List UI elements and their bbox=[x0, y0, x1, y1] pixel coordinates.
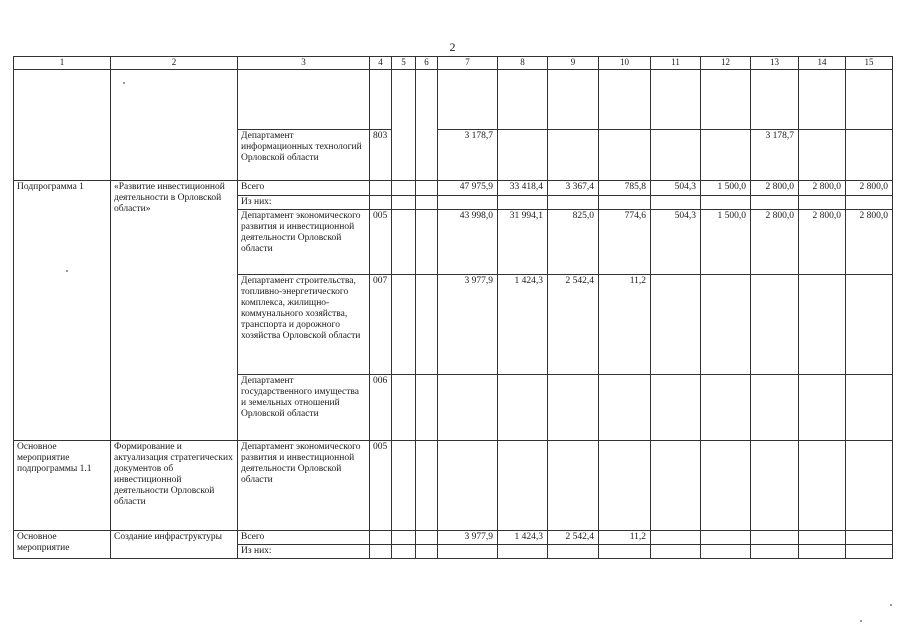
scan-speck bbox=[860, 620, 862, 622]
page-number: 2 bbox=[449, 40, 456, 54]
value-cell bbox=[599, 130, 651, 181]
program-title-cell: Формирование и актуализация стратегических документов об инвестиционной деятельности Орловской области bbox=[111, 441, 238, 531]
table-cell bbox=[392, 70, 416, 181]
value-cell bbox=[548, 441, 599, 531]
department-cell: Департамент строительства, топливно-энергетического комплекса, жилищно-коммунального хозяйства, транспорта и дорожного хозяйства Орловской области bbox=[238, 275, 370, 375]
table-cell bbox=[392, 275, 416, 375]
header-row bbox=[14, 57, 893, 70]
table-cell bbox=[416, 210, 438, 275]
value-cell bbox=[846, 130, 893, 181]
table-cell bbox=[846, 70, 893, 130]
value-cell bbox=[498, 196, 548, 210]
code-cell bbox=[370, 196, 392, 210]
value-cell: 2 542,4 bbox=[548, 275, 599, 375]
value-cell bbox=[846, 545, 893, 559]
table-cell bbox=[238, 70, 370, 130]
table-cell bbox=[416, 531, 438, 545]
value-cell bbox=[651, 441, 701, 531]
col-header: 8 bbox=[498, 57, 548, 70]
value-cell bbox=[751, 441, 799, 531]
table-cell bbox=[392, 375, 416, 441]
table-cell bbox=[416, 441, 438, 531]
value-cell: 3 977,9 bbox=[438, 275, 498, 375]
program-name-cell: Подпрограмма 1 bbox=[14, 181, 111, 441]
value-cell: 785,8 bbox=[599, 181, 651, 196]
value-cell bbox=[438, 375, 498, 441]
table-cell bbox=[392, 545, 416, 559]
value-cell bbox=[751, 531, 799, 545]
value-cell bbox=[651, 130, 701, 181]
value-cell bbox=[846, 196, 893, 210]
program-title-cell: Создание инфраструктуры bbox=[111, 531, 238, 559]
value-cell: 504,3 bbox=[651, 181, 701, 196]
table-cell bbox=[701, 70, 751, 130]
value-cell bbox=[498, 545, 548, 559]
value-cell: 2 800,0 bbox=[751, 210, 799, 275]
department-cell: Департамент экономического развития и инвестиционной деятельности Орловской области bbox=[238, 441, 370, 531]
department-cell: Департамент экономического развития и инвестиционной деятельности Орловской области bbox=[238, 210, 370, 275]
value-cell bbox=[701, 275, 751, 375]
value-cell: 825,0 bbox=[548, 210, 599, 275]
value-cell bbox=[599, 545, 651, 559]
col-header: 10 bbox=[599, 57, 651, 70]
table-cell bbox=[416, 545, 438, 559]
table-row bbox=[14, 531, 893, 545]
code-cell: 005 bbox=[370, 441, 392, 531]
value-cell bbox=[751, 196, 799, 210]
program-name-cell: Основное мероприятие подпрограммы 1.1 bbox=[14, 441, 111, 531]
value-cell bbox=[799, 130, 846, 181]
value-cell bbox=[438, 196, 498, 210]
value-cell bbox=[701, 441, 751, 531]
department-cell: Департамент государственного имущества и земельных отношений Орловской области bbox=[238, 375, 370, 441]
department-cell: Из них: bbox=[238, 545, 370, 559]
col-header: 3 bbox=[238, 57, 370, 70]
code-cell: 803 bbox=[370, 130, 392, 181]
table-row bbox=[14, 70, 893, 130]
code-cell: 006 bbox=[370, 375, 392, 441]
value-cell bbox=[701, 375, 751, 441]
value-cell: 3 178,7 bbox=[751, 130, 799, 181]
table-cell bbox=[651, 70, 701, 130]
value-cell bbox=[751, 545, 799, 559]
value-cell bbox=[548, 196, 599, 210]
value-cell: 2 800,0 bbox=[751, 181, 799, 196]
value-cell bbox=[701, 531, 751, 545]
value-cell: 1 500,0 bbox=[701, 181, 751, 196]
value-cell: 33 418,4 bbox=[498, 181, 548, 196]
value-cell bbox=[651, 531, 701, 545]
value-cell bbox=[846, 531, 893, 545]
value-cell: 1 500,0 bbox=[701, 210, 751, 275]
code-cell bbox=[370, 531, 392, 545]
scan-speck bbox=[890, 604, 892, 606]
value-cell: 2 800,0 bbox=[846, 181, 893, 196]
value-cell bbox=[799, 545, 846, 559]
value-cell: 1 424,3 bbox=[498, 275, 548, 375]
value-cell bbox=[799, 196, 846, 210]
table-cell bbox=[111, 70, 238, 181]
value-cell bbox=[651, 375, 701, 441]
value-cell: 504,3 bbox=[651, 210, 701, 275]
program-name-cell: Основное мероприятие bbox=[14, 531, 111, 559]
table-cell bbox=[416, 375, 438, 441]
value-cell bbox=[599, 441, 651, 531]
value-cell: 11,2 bbox=[599, 275, 651, 375]
value-cell bbox=[799, 531, 846, 545]
table-cell bbox=[498, 70, 548, 130]
value-cell: 2 800,0 bbox=[799, 181, 846, 196]
department-cell: Департамент информационных технологий Орловской области bbox=[238, 130, 370, 181]
value-cell bbox=[438, 545, 498, 559]
table-cell bbox=[416, 181, 438, 196]
value-cell bbox=[498, 375, 548, 441]
value-cell: 31 994,1 bbox=[498, 210, 548, 275]
table-cell bbox=[392, 210, 416, 275]
value-cell bbox=[548, 375, 599, 441]
value-cell: 774,6 bbox=[599, 210, 651, 275]
value-cell bbox=[599, 375, 651, 441]
code-cell bbox=[370, 545, 392, 559]
table-row bbox=[14, 181, 893, 196]
table-cell bbox=[548, 70, 599, 130]
table-cell bbox=[370, 70, 392, 130]
table-cell bbox=[799, 70, 846, 130]
value-cell bbox=[751, 375, 799, 441]
department-cell: Всего bbox=[238, 531, 370, 545]
code-cell bbox=[370, 181, 392, 196]
value-cell bbox=[599, 196, 651, 210]
table-cell bbox=[392, 441, 416, 531]
value-cell bbox=[651, 275, 701, 375]
table-cell bbox=[14, 70, 111, 181]
col-header: 12 bbox=[701, 57, 751, 70]
department-cell: Всего bbox=[238, 181, 370, 196]
value-cell bbox=[701, 196, 751, 210]
col-header: 11 bbox=[651, 57, 701, 70]
value-cell: 3 178,7 bbox=[438, 130, 498, 181]
value-cell bbox=[498, 441, 548, 531]
value-cell bbox=[651, 196, 701, 210]
col-header: 7 bbox=[438, 57, 498, 70]
col-header: 6 bbox=[416, 57, 438, 70]
budget-table bbox=[13, 56, 893, 559]
table-cell bbox=[416, 196, 438, 210]
col-header: 13 bbox=[751, 57, 799, 70]
col-header: 5 bbox=[392, 57, 416, 70]
value-cell bbox=[548, 545, 599, 559]
table-row bbox=[14, 441, 893, 531]
table-cell bbox=[599, 70, 651, 130]
value-cell bbox=[799, 441, 846, 531]
value-cell: 2 542,4 bbox=[548, 531, 599, 545]
col-header: 9 bbox=[548, 57, 599, 70]
table-cell bbox=[392, 531, 416, 545]
table-cell bbox=[438, 70, 498, 130]
department-cell: Из них: bbox=[238, 196, 370, 210]
table-cell bbox=[751, 70, 799, 130]
col-header: 2 bbox=[111, 57, 238, 70]
value-cell bbox=[846, 441, 893, 531]
value-cell bbox=[846, 375, 893, 441]
value-cell bbox=[799, 275, 846, 375]
col-header: 15 bbox=[846, 57, 893, 70]
value-cell bbox=[701, 545, 751, 559]
value-cell bbox=[701, 130, 751, 181]
table-cell bbox=[392, 196, 416, 210]
value-cell: 2 800,0 bbox=[846, 210, 893, 275]
program-title-cell: «Развитие инвестиционной деятельности в Орловской области» bbox=[111, 181, 238, 441]
value-cell bbox=[548, 130, 599, 181]
value-cell: 43 998,0 bbox=[438, 210, 498, 275]
code-cell: 005 bbox=[370, 210, 392, 275]
table-cell bbox=[416, 70, 438, 181]
col-header: 14 bbox=[799, 57, 846, 70]
value-cell: 1 424,3 bbox=[498, 531, 548, 545]
value-cell: 47 975,9 bbox=[438, 181, 498, 196]
value-cell bbox=[799, 375, 846, 441]
value-cell bbox=[438, 441, 498, 531]
value-cell bbox=[751, 275, 799, 375]
value-cell: 3 367,4 bbox=[548, 181, 599, 196]
value-cell bbox=[846, 275, 893, 375]
col-header: 4 bbox=[370, 57, 392, 70]
scan-speck bbox=[66, 270, 68, 272]
col-header: 1 bbox=[14, 57, 111, 70]
value-cell bbox=[498, 130, 548, 181]
code-cell: 007 bbox=[370, 275, 392, 375]
table-cell bbox=[392, 181, 416, 196]
scan-speck bbox=[123, 82, 125, 84]
value-cell: 3 977,9 bbox=[438, 531, 498, 545]
value-cell: 11,2 bbox=[599, 531, 651, 545]
value-cell bbox=[651, 545, 701, 559]
table-cell bbox=[416, 275, 438, 375]
value-cell: 2 800,0 bbox=[799, 210, 846, 275]
